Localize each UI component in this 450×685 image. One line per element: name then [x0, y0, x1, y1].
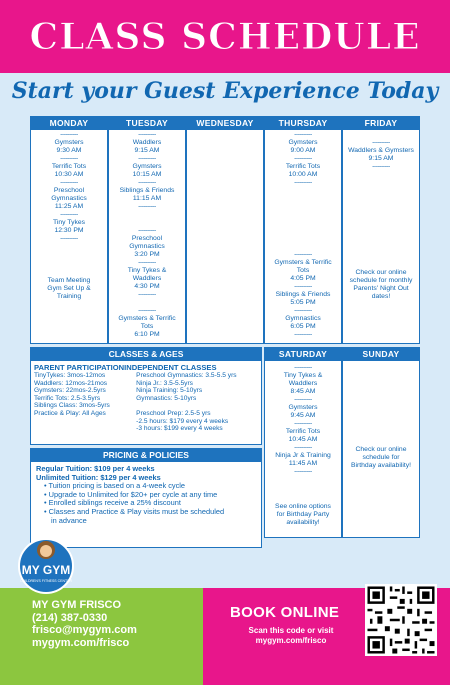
- gym-name: MY GYM FRISCO: [32, 599, 122, 611]
- policy-item: • Upgrade to Unlimited for $20+ per cycle at any time: [44, 491, 256, 500]
- friday-entry-2: Check our online schedule for monthly Parents' Night Out dates!: [349, 269, 413, 300]
- monday-entry-3: Preschool Gymnastics 11:25 AM: [51, 187, 87, 210]
- friday-column: FRIDAY ---------- Waddlers & Gymsters 9:15 AM ---------- Check our online schedule for monthly Parents' Night Out dates!: [342, 116, 420, 344]
- saturday-header: SATURDAY: [265, 348, 341, 361]
- book-online-title[interactable]: BOOK ONLINE: [230, 604, 340, 621]
- unlimited-tuition: Unlimited Tuition: $129 per 4 weeks: [36, 472, 161, 482]
- friday-header: FRIDAY: [343, 117, 419, 130]
- classes-ages-box: [30, 347, 262, 445]
- monday-entry-1: Gymsters 9:30 AM: [54, 139, 84, 154]
- page-title: CLASS SCHEDULE: [29, 16, 421, 58]
- tuesday-header: TUESDAY: [109, 117, 185, 130]
- thursday-header: THURSDAY: [265, 117, 341, 130]
- policy-item: • Classes and Practice & Play visits must be scheduled: [44, 508, 256, 517]
- logo-subtext: CHILDREN'S FITNESS CENTER: [19, 579, 73, 583]
- pricing-box: [30, 448, 262, 548]
- sunday-column: [342, 347, 420, 538]
- thursday-entry-5: Gymnastics 6:05 PM: [285, 315, 321, 330]
- website-link[interactable]: mygym.com/frisco: [32, 636, 130, 649]
- saturday-entry-1: Tiny Tykes & Waddlers 8:45 AM: [283, 372, 323, 395]
- wednesday-column: [186, 116, 264, 344]
- monday-header: MONDAY: [31, 117, 107, 130]
- policy-item: • Tuition pricing is based on a 4-week cycle: [44, 482, 256, 491]
- classes-ages-subtitle: PARENT PARTICIPATIONINDEPENDENT CLASSES: [34, 363, 217, 372]
- wednesday-header: WEDNESDAY: [187, 117, 263, 130]
- phone-number[interactable]: (214) 387-0330: [32, 611, 108, 624]
- policy-item: • Enrolled siblings receive a 25% discount: [44, 499, 256, 508]
- thursday-entry-2: Terrific Tots 10:00 AM: [285, 163, 321, 178]
- tuesday-column: TUESDAY ---------- Waddlers 9:15 AM ---------- Gymsters 10:15 AM ---------- Siblings & Friends 11:15 AM ---------- ---------- Preschool Gymnastics 3:20 PM ---------- Tiny Tykes & Waddlers 4:30 PM ---------- ---------- Gymsters & Terrific Tots 6:10 PM: [108, 116, 186, 344]
- qr-code-icon[interactable]: [365, 584, 437, 656]
- email-address[interactable]: frisco@mygym.com: [32, 624, 137, 636]
- tuesday-entry-2: Gymsters 10:15 AM: [132, 163, 162, 178]
- saturday-entry-5: See online options for Birthday Party availability!: [275, 503, 331, 526]
- monday-entry-4: Tiny Tykes 12:30 PM: [52, 219, 86, 234]
- saturday-column: SATURDAY ---------- Tiny Tykes & Waddlers 8:45 AM ---------- Gymsters 9:45 AM ---------- Terrific Tots 10:45 AM ---------- Ninja Jr & Training 11:45 AM ---------- See online options for Birthday Party availability!: [264, 347, 342, 538]
- logo-text: MY GYM: [21, 563, 71, 577]
- thursday-entry-4: Siblings & Friends 5:05 PM: [275, 291, 331, 306]
- monday-column: MONDAY ---------- Gymsters 9:30 AM ---------- Terrific Tots 10:30 AM ---------- Preschool Gymnastics 11:25 AM ---------- Tiny Tykes 12:30 PM ---------- Team Meeting Gym Set Up & Training: [30, 116, 108, 344]
- contact-info: [32, 599, 137, 649]
- independent-classes-list: Preschool Gymnastics: 3.5-5.5 yrs Ninja Jr.: 3.5-5.5yrs Ninja Training: 5-10yrs Gymnastics: 5-10yrs Preschool Prep: 2.5-5 yrs -2.5 hours: $179 every 4 weeks -3 hours: $199 every 4 weeks: [136, 372, 237, 433]
- tuesday-entry-3: Siblings & Friends 11:15 AM: [119, 187, 175, 202]
- parent-participation-list: TinyTykes: 3mos-12mos Waddlers: 12mos-21mos Gymsters: 22mos-2.5yrs Terrific Tots: 2.5-3.5yrs Siblings Class: 3mos-5yrs Practice & Play: All Ages: [34, 372, 110, 417]
- classes-ages-header: CLASSES & AGES: [31, 348, 261, 361]
- page-subtitle: Start your Guest Experience Today: [11, 78, 439, 104]
- monday-entry-5: Team Meeting Gym Set Up & Training: [47, 277, 91, 300]
- saturday-entry-3: Terrific Tots 10:45 AM: [285, 428, 321, 443]
- thursday-column: THURSDAY ---------- Gymsters 9:00 AM ---------- Terrific Tots 10:00 AM ---------- ---------- Gymsters & Terrific Tots 4:05 PM ---------- Siblings & Friends 5:05 PM ---------- Gymnastics 6:05 PM ----------: [264, 116, 342, 344]
- sunday-entry-1: Check our online schedule for Birthday availability!: [350, 446, 412, 469]
- friday-entry-1: Waddlers & Gymsters 9:15 AM: [348, 147, 414, 162]
- book-online-subtitle: Scan this code or visit mygym.com/frisco: [248, 626, 334, 645]
- sunday-header: SUNDAY: [343, 348, 419, 361]
- tuesday-entry-5: Tiny Tykes & Waddlers 4:30 PM: [127, 267, 167, 290]
- saturday-entry-4: Ninja Jr & Training 11:45 AM: [275, 452, 331, 467]
- tuesday-entry-4: Preschool Gymnastics 3:20 PM: [129, 235, 165, 258]
- pricing-header: PRICING & POLICIES: [31, 449, 261, 462]
- policy-item-continuation: in advance: [51, 515, 87, 525]
- tuesday-entry-6: Gymsters & Terrific Tots 6:10 PM: [118, 315, 176, 338]
- monday-entry-2: Terrific Tots 10:30 AM: [51, 163, 87, 178]
- mygym-logo: [16, 536, 76, 596]
- regular-tuition: Regular Tuition: $109 per 4 weeks: [36, 464, 155, 473]
- thursday-entry-1: Gymsters 9:00 AM: [288, 139, 318, 154]
- saturday-entry-2: Gymsters 9:45 AM: [288, 404, 318, 419]
- tuesday-entry-1: Waddlers 9:15 AM: [132, 139, 162, 154]
- thursday-entry-3: Gymsters & Terrific Tots 4:05 PM: [274, 259, 332, 282]
